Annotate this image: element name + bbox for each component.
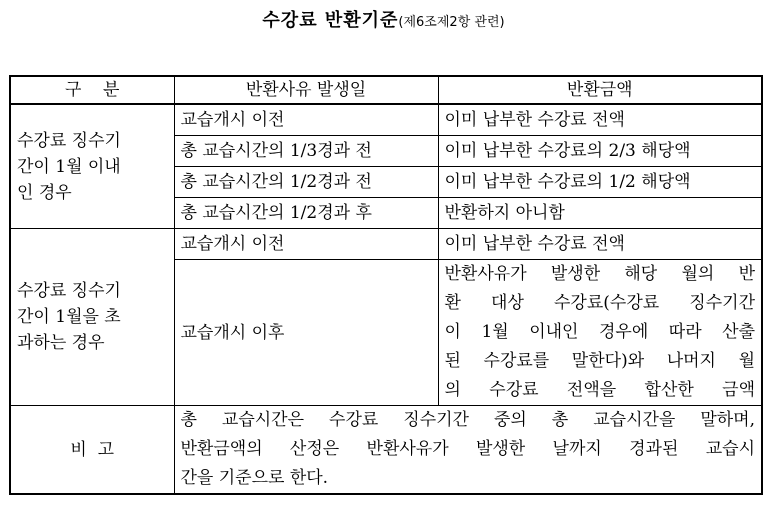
category-line: 수강료 징수기 bbox=[17, 281, 121, 301]
table-row bbox=[10, 104, 762, 136]
category-line: 간이 1월 이내 bbox=[17, 156, 121, 177]
category-line: 수강료 징수기 bbox=[17, 130, 121, 151]
date-cell: 교습개시 이전 bbox=[174, 229, 438, 260]
category-line: 인 경우 bbox=[17, 182, 72, 203]
date-cell: 총 교습시간의 1/2경과 후 bbox=[174, 198, 438, 229]
date-cell: 총 교습시간의 1/3경과 전 bbox=[174, 136, 438, 167]
amount-cell: 반환하지 아니함 bbox=[438, 198, 762, 229]
note-line: 총 교습시간은 수강료 징수기간 중의 총 교습시간을 말하며, bbox=[180, 410, 755, 430]
amount-line: 반환사유가 발생한 해당 월의 반 bbox=[444, 264, 755, 284]
amount-cell-multiline bbox=[438, 260, 762, 406]
category-over-one-month bbox=[10, 229, 174, 406]
title-sub: (제6조제2항 관련) bbox=[398, 15, 505, 30]
amount-cell: 이미 납부한 수강료 전액 bbox=[438, 104, 762, 136]
title-main: 수강료 반환기준 bbox=[262, 10, 399, 31]
note-line: 반환금액의 산정은 반환사유가 발생한 날까지 경과된 교습시 bbox=[180, 439, 755, 459]
table-header-row bbox=[10, 76, 762, 104]
note-line: 간을 기준으로 한다. bbox=[180, 468, 329, 488]
amount-cell: 이미 납부한 수강료 전액 bbox=[438, 229, 762, 260]
category-line: 과하는 경우 bbox=[17, 333, 105, 353]
refund-table bbox=[9, 75, 763, 495]
date-cell: 교습개시 이후 bbox=[174, 260, 438, 406]
document-title bbox=[0, 6, 767, 32]
table-row bbox=[10, 406, 762, 495]
amount-line: 된 수강료를 말한다)와 나머지 월 bbox=[444, 351, 755, 371]
amount-line: 의 수강료 전액을 합산한 금액 bbox=[444, 380, 755, 400]
header-date: 반환사유 발생일 bbox=[174, 76, 438, 104]
date-cell: 교습개시 이전 bbox=[174, 104, 438, 136]
amount-cell: 이미 납부한 수강료의 2/3 해당액 bbox=[438, 136, 762, 167]
header-category: 구 분 bbox=[10, 76, 174, 104]
amount-line: 환 대상 수강료(수강료 징수기간 bbox=[444, 293, 755, 313]
note-label: 비 고 bbox=[10, 406, 174, 495]
category-line: 간이 1월을 초 bbox=[17, 307, 121, 327]
date-cell: 총 교습시간의 1/2경과 전 bbox=[174, 167, 438, 198]
amount-cell: 이미 납부한 수강료의 1/2 해당액 bbox=[438, 167, 762, 198]
table-row bbox=[10, 229, 762, 260]
category-within-one-month bbox=[10, 104, 174, 229]
amount-line: 이 1월 이내인 경우에 따라 산출 bbox=[444, 322, 755, 342]
note-text bbox=[174, 406, 762, 495]
header-amount: 반환금액 bbox=[438, 76, 762, 104]
